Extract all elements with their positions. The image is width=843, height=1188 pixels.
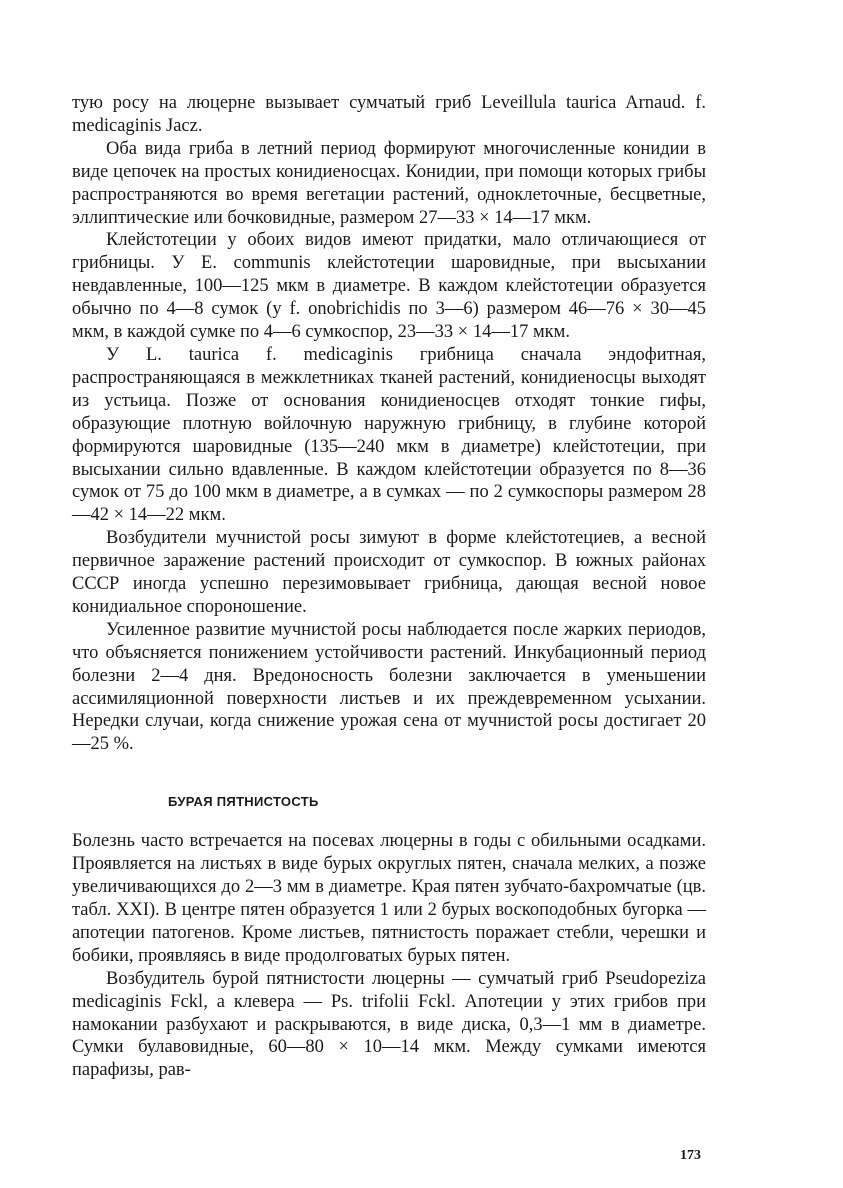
paragraph-leveillula: У L. taurica f. medicaginis грибница сначала эндофитная, распространяющаяся в межклетниках тканей растений, конидиеносцы выходят из устьица. Позже от основания конидиеносцев отходят тонкие гифы, образующие плотную войлочную наружную грибницу, в глубине которой формируются шаровидные (135—240 мкм в диаметре) клейстотеции, при высыхании сильно вдавленные. В каждом клейстотеции образуется по 8—36 сумок от 75 до 100 мкм в диаметре, а в сумках — по 2 сумкоспоры размером 28—42 × 14—22 мкм. bbox=[72, 344, 706, 526]
paragraph-conidia: Оба вида гриба в летний период формируют многочисленные конидии в виде цепочек на простых конидиеносцах. Конидии, при помощи которых грибы распространяются во время вегетации растений, одноклеточные, бесцветные, эллиптические или бочковидные, размером 27—33 × 14—17 мкм. bbox=[72, 138, 706, 228]
paragraph-continuation: тую росу на люцерне вызывает сумчатый гриб Leveillula taurica Arnaud. f. medicaginis Jacz. bbox=[72, 93, 706, 136]
paragraph-cleistothecia: Клейстотеции у обоих видов имеют придатки, мало отличающиеся от грибницы. У Е. communis клейстотеции шаровидные, при высыхании невдавленные, 100—125 мкм в диаметре. В каждом клейстотеции образуется обычно по 4—8 сумок (у f. onobrichidis по 3—6) размером 46—76 × 30—45 мкм, в каждой сумке по 4—6 сумкоспор, 23—33 × 14—17 мкм. bbox=[72, 230, 706, 343]
page-number: 173 bbox=[680, 1148, 701, 1163]
paragraph-pathogen: Возбудитель бурой пятнистости люцерны — сумчатый гриб Pseudopeziza medicaginis Fckl, а клевера — Ps. trifolii Fckl. Апотеции у этих грибов при намокании разбухают и раскрываются, в виде диска, 0,3—1 мм в диаметре. Сумки булавовидные, 60—80 × 10—14 мкм. Между сумками имеются парафизы, рав- bbox=[72, 968, 706, 1081]
paragraph-overwintering: Возбудители мучнистой росы зимуют в форме клейстотециев, а весной первичное заражение растений происходит от сумкоспор. В южных районах СССР иногда успешно перезимовывает грибница, дающая весной новое конидиальное спороношение. bbox=[72, 528, 706, 617]
paragraph-symptoms: Болезнь часто встречается на посевах люцерны в годы с обильными осадками. Проявляется на листьях в виде бурых округлых пятен, сначала мелких, а позже увеличивающихся до 2—3 мм в диаметре. Края пятен зубчато-бахромчатые (цв. табл. XXI). В центре пятен образуется 1 или 2 бурых воскоподобных бугорка — апотеции патогенов. Кроме листьев, пятнистость поражает стебли, черешки и бобики, проявляясь в виде продолговатых бурых пятен. bbox=[72, 831, 706, 966]
page-body bbox=[72, 92, 706, 1082]
section-heading: БУРАЯ ПЯТНИСТОСТЬ bbox=[168, 794, 319, 810]
paragraph-development: Усиленное развитие мучнистой росы наблюдается после жарких периодов, что объясняется понижением устойчивости растений. Инкубационный период болезни 2—4 дня. Вредоносность болезни заключается в уменьшении ассимиляционной поверхности листьев и их преждевременном усыхании. Нередки случаи, когда снижение урожая сена от мучнистой росы достигает 20—25 %. bbox=[72, 619, 706, 755]
